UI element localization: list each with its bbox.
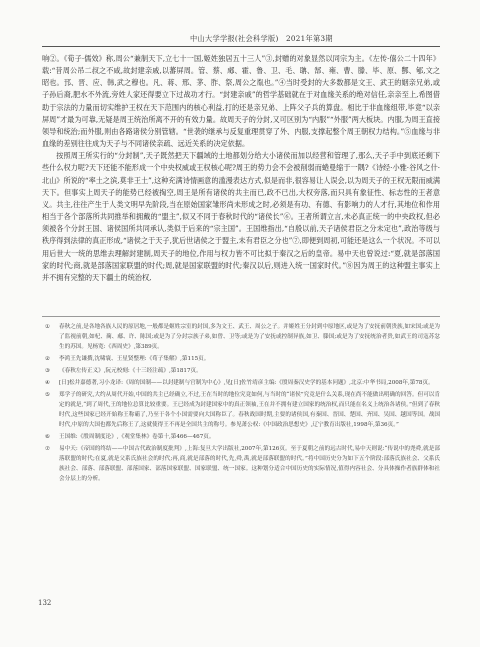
running-header: 中山大学学报(社会科学版) 2021年第3期 <box>190 34 333 43</box>
footnote-marker: ② <box>45 355 51 362</box>
footnote <box>42 379 440 389</box>
footnote <box>42 391 440 431</box>
main-body <box>42 53 440 284</box>
footnote-text: [日]松井嘉德著,习小龙译:《周的国制——以封建制与官制为中心》,见[日]佐竹靖彦主编:《殷周秦汉史学的基本问题》,北京:中华书局,2008年,第78页。 <box>59 380 434 387</box>
footnote-text: 易中天:《帝国的终结——中国古代政治制度批判》,上海:复旦大学出版社,2007年,第126页。至于夏朝之前的远古时代,易中天则说:“传说中的尧舜,就是部落联盟的时代;在夏,就是父系氏族社会的时代;再,商,就是部落的时代,先,舜,禹,就是部落联盟的时代。”将中国历史分为如下五个阶段:部落氏族社会、父系氏族社会、部落、部落联盟、部落国家、部落国家联盟、国家联盟、统一国家。这种划分适合中国历史的实际情况,值得内容社会、分具体操作者族群体和社会分层上的分析。 <box>59 446 440 482</box>
footnotes <box>42 323 440 487</box>
footnote-marker: ③ <box>45 368 51 374</box>
body-paragraph-1: 响②。《荀子·儒效》称,周公“兼制天下,立七十一国,姬姓独居五十三人”③,封赠的对象显然以同宗为主。《左传·僖公二十四年》载:“昔周公吊二叔之不咸,故封建亲戚,以蕃屏周。管、蔡、郕、霍、鲁、卫、毛、聃、郜、雍、曹、滕、毕、原、酆、郇,文之昭也。邘、晋、应、韩,武之穆也。凡、蒋、邢、茅、胙、祭,周公之胤也。”④当时受封的大多数都是文王、武王的姻亲兄弟,或子孙后裔,肥水不外流,旁姓人家还得要立下过战功才行。“封建亲戚”的哲学基础就在于对血缘关系的绝对信任,亲亲至上,希图借助于宗法的力量而切实维护王权在天下范围内的核心利益,打的还是亲兄弟、上阵父子兵的算盘。相比于非血缘组带,毕竟“以亲屏周”才最为可靠,无疑是周王统治所离不开的有效力量。故周天子的分封,又可区别为“内服”“外服”两大板块。内服,为周王直接领导和统治;而外服,则由各路诸侯分别管辖。“世袭的继承与反复重理贯穿了外、内服,支撑起整个周王朝权力结构。”⑤血缘与非血缘的差别往往成为天子与不同诸侯亲疏、远近关系的决定依据。 <box>42 54 440 149</box>
footnote-marker: ① <box>45 324 51 330</box>
footnote <box>42 433 440 443</box>
footnote-text: 春秋之前,是各地各族人民的原居地,一般都是姬姓宗室的封国,多为文王、武王、周公之子。并姬姓王分封到中原地区,或是为了安抚前朝贵族,如宋国;或是为了监视前朝,如杞、蔺、郕、许、陈国;或是为了分封宗族子弟,如曾、卫等;或是为了安抚或控制异族,如卫、滕国;或是为了安抚统治者贵,如武王的司寇苏忿生的苏国。见杨宽:《西周史》,第389页。 <box>59 324 440 350</box>
footnote-marker: ④ <box>45 380 51 387</box>
footnote <box>42 323 440 353</box>
footnote-marker: ⑤ <box>45 392 51 399</box>
footnote <box>42 367 440 377</box>
footnote-text: 郑学子的研究,大约从周代开始,中国的共主已经确立,不过,王在当时的地位究竟如何,与当时的“诸侯”究竟是什么关系,现在尚不能做出明确的回答。但可以肯定的就是,“到了周代,王的地位总算比较重要。王已经成为封建国家中的真正领袖,王在并不拥有建立国家的统治权,而只能在名义上统治各诸侯。”但到了春秋时代,这些国家已经开始称王称霸了,乃至于各个小国需要向大国称臣了。春秋战国时期,主要的诸侯国,有秦国、晋国、楚国、齐国、吴国、越国等国。战国时代,中原的大国也都先后称王了,这就使得王不再是全国共主的称号。参见萧公权:《中国政治思想史》,辽宁教育出版社,1998年,第36页。” <box>59 392 440 428</box>
header-divider <box>42 46 440 47</box>
footnote-marker: ⑥ <box>45 434 51 440</box>
body-paragraph-2: 按照周王所实行的“分封制”,天子既然把天下疆域的土地都划分给大小诸侯而加以经营和管理了,那么,天子手中到底还剩下些什么权力呢?天下还能不能形成一个中央权威或王权核心呢?周王的势力会不会被削弱而蜷曼缩于一隅?《诗经·小雅·谷风之什·北山》所说的“率土之滨,莫非王土”,这种充满诗情画意的滥漫表达方式,似是而非,很容易让人误会,以为周天子的王权无限而威满天下。但事实上周天子的能势已经被掏空,周王是所有诸侯的共主而已,政不已出,大权旁落,而只具有象征性、标志性的王者意义。共主,往往产生于人类文明早先阶段,当在原始国家雏形尚未形成之时,必须是有功、有德、有影响力的人才行,其地位和作用相当于各个部落所共同推举和拥戴的“盟主”,似又不同于春秋时代的“诸侯长”⑥。王者所谓立言,未必真正统一的中央政权,但必须被各个分封王国、诸侯国所共同承认,类似于后来的“宗主国”。王国维指出,“自殷以前,天子诸侯君臣之分未定也”,政治等级与秩序得到法律的真正形成,“诸侯之于天子,犹后世诸侯之于盟主,未有君臣之分也”⑦,即便到周初,可能还是这么一个状况。不可以用后世大一统的思维去理解封建制,周天子的地位,作用与权力皆不可比拟于秦汉之后的皇帝。易中天也曾说过:“夏,就是部落国家的时代;商,就是部落国家联盟的时代;周,就是国家联盟的时代;秦汉以后,则进入统一国家时代。”⑧因为周王的这种盟主事实上并不拥有完整的天下疆土的统治权, <box>42 151 440 282</box>
footnote-marker: ⑦ <box>45 446 51 453</box>
footnote <box>42 445 440 485</box>
footnote-text: 李鸿王先谦撰,沈啸寰、王星贤整理:《荀子集解》,第115页。 <box>59 355 210 362</box>
footnote-text: 王国维:《殷周制度论》,《观堂集林》卷第十,第466—467页。 <box>59 434 215 440</box>
page-number: 132 <box>38 599 52 607</box>
footnote <box>42 355 440 365</box>
footnote-divider <box>42 316 440 317</box>
footnote-text: 《春秋左传正义》,阮元校刻:《十三经注疏》,第1817页。 <box>59 368 202 374</box>
